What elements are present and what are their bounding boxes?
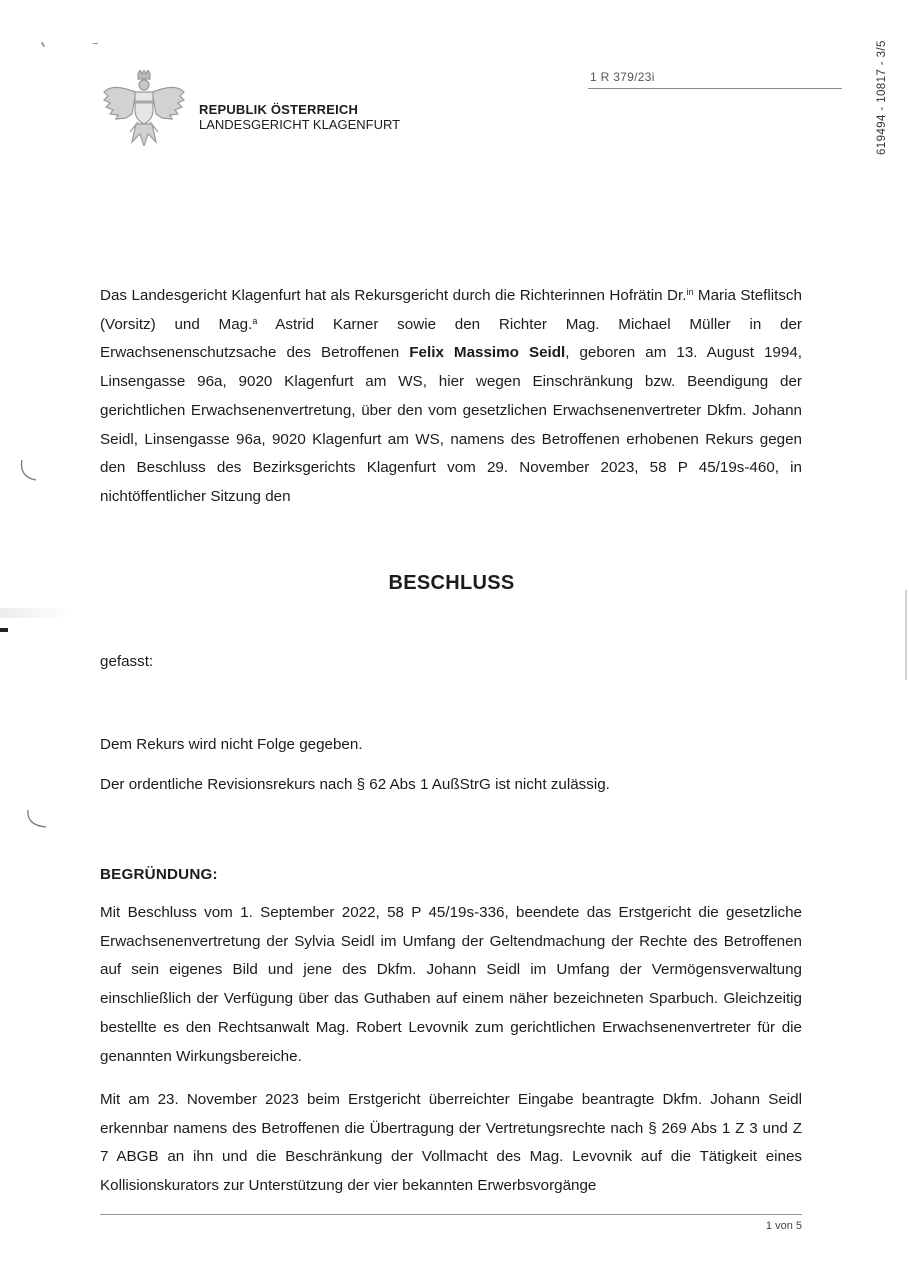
intro-paragraph: [100, 282, 802, 512]
scan-smudge: [0, 608, 70, 618]
gefasst-text: gefasst:: [100, 653, 154, 670]
intro-superscript-1: in: [686, 287, 694, 297]
document-title: BESCHLUSS: [388, 572, 515, 594]
intro-text-4: , geboren am 13. August 1994, Linsengasse 96a, 9020 Klagenfurt am WS, hier wegen Einschränkung bzw. Beendigung der gerichtlichen Erwachsenenvertretung, über den vom gesetzlichen Erwachsenenvertreter Dkfm. Johann Seidl, Linsengasse 96a, 9020 Klagenfurt am WS, namens des Betroffenen erhobenen Rekurs gegen den Beschluss des Bezirksgerichts Klagenfurt vom 29. November 2023, 58 P 45/19s-460, in nichtöffentlicher Sitzung den: [100, 344, 802, 505]
case-number: 1 R 379/23i: [590, 70, 655, 84]
intro-superscript-2: a: [252, 315, 258, 326]
scan-dot: [41, 42, 45, 47]
document-side-code: 619494 - 10817 - 3/5: [876, 40, 888, 155]
decision-line-2: Der ordentliche Revisionsrekurs nach § 62 Abs 1 AußStrG ist nicht zulässig.: [100, 776, 610, 793]
republic-name: REPUBLIK ÖSTERREICH: [199, 102, 359, 117]
page-number: 1 von 5: [765, 1220, 802, 1232]
scan-hole-mark: [24, 808, 52, 832]
decision-line-1: Dem Rekurs wird nicht Folge gegeben.: [100, 736, 363, 753]
court-name: LANDESGERICHT KLAGENFURT: [199, 117, 401, 132]
austrian-eagle-icon: [102, 70, 186, 146]
scan-dot: [93, 43, 98, 44]
begruendung-paragraph-2: Mit am 23. November 2023 beim Erstgericht überreichter Eingabe beantragte Dkfm. Johann Seidl erkennbar namens des Betroffenen die Übertragung der Vertretungsrechte nach § 269 Abs 1 Z 3 und Z 7 ABGB an ihn und die Beschränkung der Vollmacht des Mag. Levovnik auf die Tätigkeit eines Kollisionskurators zur Unterstützung der vier bekannten Erwerbsvorgänge: [100, 1091, 802, 1195]
intro-text-1: Das Landesgericht Klagenfurt hat als Rekursgericht durch die Richterinnen Hofrätin Dr.: [100, 287, 687, 304]
intro-text-2: Maria Steflitsch (Vorsitz) und Mag.: [100, 287, 802, 333]
begruendung-paragraph-1: Mit Beschluss vom 1. September 2022, 58 P 45/19s-336, beendete das Erstgericht die gesetzliche Erwachsenenvertretung der Sylvia Seidl im Umfang der Geltendmachung der Rechte des Betroffenen auf sein eigenes Bild und jene des Dkfm. Johann Seidl im Umfang der Vermögensverwaltung einschließlich der Verfügung über das Guthaben auf einem näher bezeichneten Sparbuch. Gleichzeitig bestellte es den Rechtsanwalt Mag. Robert Levovnik zum gerichtlichen Erwachsenenvertreter für die genannten Wirkungsbereiche.: [100, 904, 802, 1065]
affected-person-name: Felix Massimo Seidl: [409, 344, 566, 362]
case-number-underline: [588, 88, 842, 89]
footer-divider: [100, 1214, 802, 1215]
court-header: [199, 102, 400, 132]
scan-edge-line: [905, 590, 907, 680]
begruendung-heading: BEGRÜNDUNG:: [100, 866, 218, 883]
intro-text-3: Astrid Karner sowie den Richter Mag. Michael Müller in der Erwachsenenschutzsache des Betroffenen: [100, 315, 802, 362]
scan-edge-mark: [0, 628, 8, 632]
scan-hole-mark: [18, 458, 42, 484]
